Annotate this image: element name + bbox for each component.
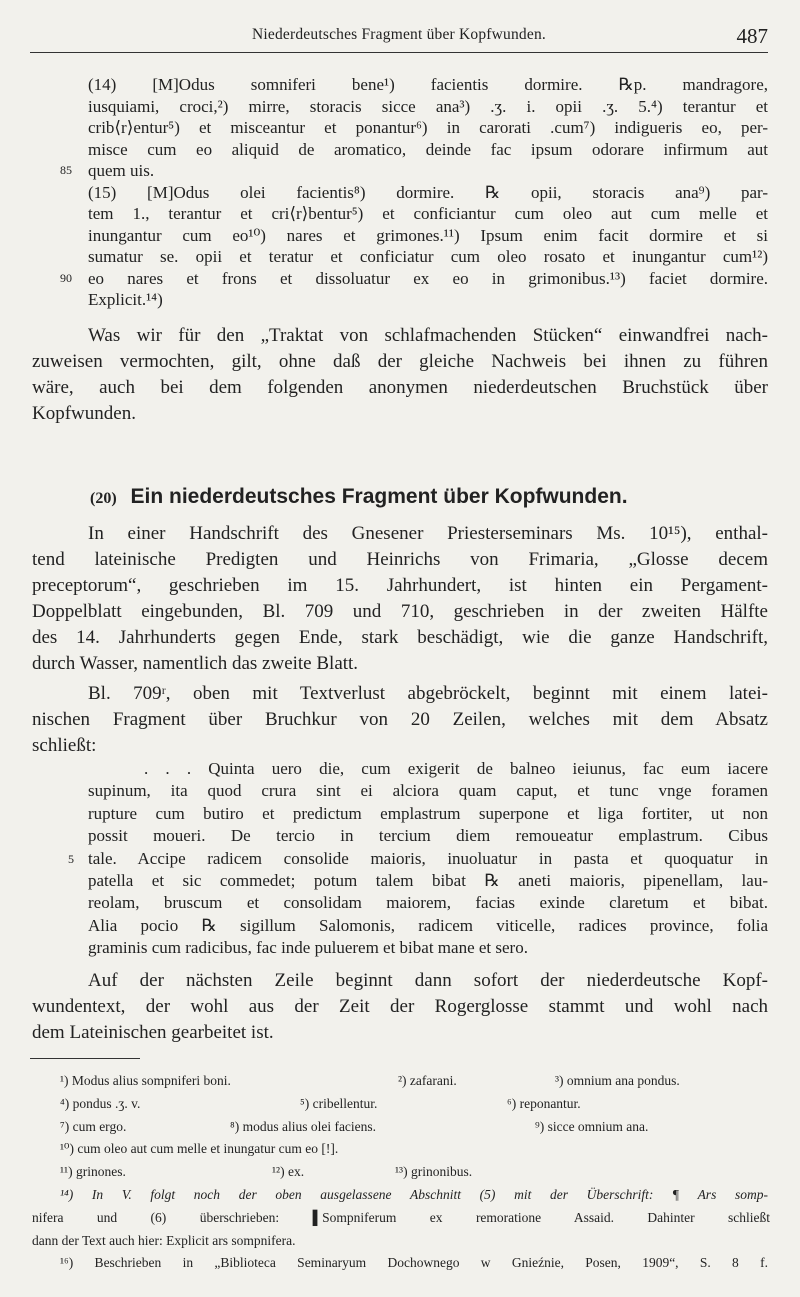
line-number: 90 [60,270,72,285]
text-line: Kopfwunden. [32,403,136,424]
latin-line: sumatur se. opii et teratur et conficiatur cum oleo rosato et inungantur cum¹²) [88,247,768,266]
text-line: dem Lateinischen gearbeitet ist. [32,1022,274,1043]
footnote-row [60,1070,770,1093]
footnote-row [60,1093,770,1116]
paragraph-manuscript [32,521,768,677]
line-number: 5 [68,851,74,866]
footnote: ⁹) sicce omnium ana. [535,1118,649,1134]
section-title: Ein niederdeutsches Fragment über Kopfwunden. [130,485,628,508]
footnote: ¹) Modus alius sompniferi boni. [60,1073,231,1088]
footnote: ¹⁴) In V. folgt noch der oben ausgelassene Abschnitt (5) mit der Überschrift: ¶ Ars somp- [60,1186,768,1202]
quote-line: graminis cum radicibus, fac inde puluerem et bibat mane et sero. [88,938,528,958]
quote-line: rupture cum butiro et predictum emplastrum superpone et liga fortiter, ut non [88,803,768,823]
footnote-row [60,1184,770,1207]
running-header [30,22,768,53]
latin-line: (15) [M]Odus olei facientis⁸) dormire. ℞ opii, storacis ana⁹) par- [88,182,768,202]
footnote-row [32,1230,770,1253]
quote-line: . . . Quinta uero die, cum exigerit de balneo ieiunus, fac eum iacere [144,759,768,778]
intro-paragraph [32,323,768,427]
text-line: Doppelblatt eingebunden, Bl. 709 und 710, geschrieben in der zweiten Hälfte [32,601,768,622]
text-line: durch Wasser, namentlich das zweite Blatt. [32,653,359,674]
footnote-continued: dann der Text auch hier: Explicit ars sompnifera. [32,1232,296,1248]
quote-line: Alia pocio ℞ sigillum Salomonis, radicem viticelle, radices province, folia [88,915,768,935]
quote-line: patella et sic commedet; potum talem bibat ℞ aneti maioris, pipenellam, lau- [88,870,768,890]
running-title: Niederdeutsches Fragment über Kopfwunden. [251,26,546,43]
latin-line: 85 quem uis. [60,161,155,180]
footnote: ⁸) modus alius olei faciens. [230,1118,377,1134]
footnote: ¹²) ex. [272,1164,305,1180]
latin-line: tem 1., terantur et cri⟨r⟩bentur⁵) et conficiantur cum oleo aut cum melle et [88,204,768,223]
footnote-row [60,1252,770,1275]
paragraph-kopfwunden [32,968,768,1046]
footnote: ⁵) cribellentur. [300,1095,378,1111]
section-number: (20) [90,490,117,507]
text-line: Was wir für den „Traktat von schlafmachenden Stücken“ einwandfrei nach- [88,325,768,346]
footnote: ⁷) cum ergo. [60,1118,127,1134]
page-number: 487 [736,24,768,48]
latin-line: 90 eo nares et frons et dissoluatur ex eo in grimonibus.¹³) faciet dormire. [60,268,768,288]
footnote: ⁴) pondus .ʒ. v. [60,1095,141,1111]
line-number: 85 [60,163,72,177]
footnote: ¹³) grinonibus. [395,1164,473,1180]
paragraph-fragment [32,681,768,759]
text-line: Auf der nächsten Zeile beginnt dann sofort der niederdeutsche Kopf- [88,970,768,991]
text-line: nischen Fragment über Bruchkur von 20 Zeilen, welches mit dem Absatz [32,709,768,730]
footnote: ¹¹) grinones. [60,1164,126,1180]
text-line: In einer Handschrift des Gnesener Priesterseminars Ms. 10¹⁵), enthal- [88,523,768,544]
text-line: preceptorum“, geschrieben im 15. Jahrhundert, ist hinten ein Pergament- [32,575,768,596]
text-line: tend lateinische Predigten und Heinrichs von Frimaria, „Glosse decem [32,549,768,570]
text-line: wundentext, der wohl aus der Zeit der Rogerglosse stammt und wohl nach [32,996,768,1017]
footnote: ⁶) reponantur. [507,1095,581,1111]
latin-line: (14) [M]Odus somniferi bene¹) facientis dormire. ℞p. mandragore, [88,75,768,94]
footnote: ¹⁰) cum oleo aut cum melle et inungatur cum eo [!]. [60,1141,339,1157]
footnote-row [60,1161,770,1184]
latin-recipe-block [60,74,768,311]
footnote-row [60,1138,770,1161]
text-line: Bl. 709ʳ, oben mit Textverlust abgebröckelt, beginnt mit einem latei- [88,683,768,704]
text-line: wäre, auch bei dem folgenden anonymen niederdeutschen Bruchstück über [32,377,768,398]
footnote-row [32,1207,770,1230]
quote-line: reolam, bruscum et consolidam maiorem, facias exinde claretum et bibat. [88,893,768,913]
latin-line: iusquiami, croci,²) mirre, storacis sicce ana³) .ʒ. i. opii .ʒ. 5.⁴) terantur et [88,96,768,116]
footnote: ³) omnium ana pondus. [555,1073,680,1088]
quote-line: supinum, ita quod crura sint ei alciora quam caput, et tunc vnge foramen [88,781,768,801]
footnote-rule [30,1058,140,1059]
quote-line: possit moueri. De tercio in tercium diem remoueatur emplastrum. Cibus [88,826,768,846]
text-line: schließt: [32,735,97,756]
latin-line: Explicit.¹⁴) [88,290,163,309]
latin-line: misce cum eo aliquid de aromatico, deinde fac ipsum odorare infirmum aut [88,139,768,159]
latin-line: crib⟨r⟩entur⁵) et misceantur et ponantur⁶) in carorati .cum⁷) indigueris eo, per- [88,118,768,137]
latin-line: inungantur cum eo¹⁰) nares et grimones.¹¹) Ipsum enim facit dormire et si [88,225,768,245]
section-heading [90,485,628,509]
text-line: des 14. Jahrhunderts gegen Ende, stark beschädigt, wie die ganze Handschrift, [32,627,768,648]
quote-line: 5 tale. Accipe radicem consolide maioris, inuoluatur in pasta et quoquatur in [88,848,768,870]
text-line: zuweisen vermochten, gilt, ohne daß der gleiche Nachweis bei ihnen zu führen [32,351,768,372]
latin-quote [68,758,768,960]
footnote-continued: nifera und (6) überschrieben: ▌Sompniferum ex remoratione Assaid. Dahinter schließt [32,1209,770,1225]
footnotes [32,1070,770,1275]
footnote: ²) zafarani. [398,1073,457,1088]
footnote: ¹⁶) Beschrieben in „Biblioteca Seminaryum Dochownego w Gnieźnie, Posen, 1909“, S. 8 f. [60,1255,768,1271]
footnote-row [60,1116,770,1139]
